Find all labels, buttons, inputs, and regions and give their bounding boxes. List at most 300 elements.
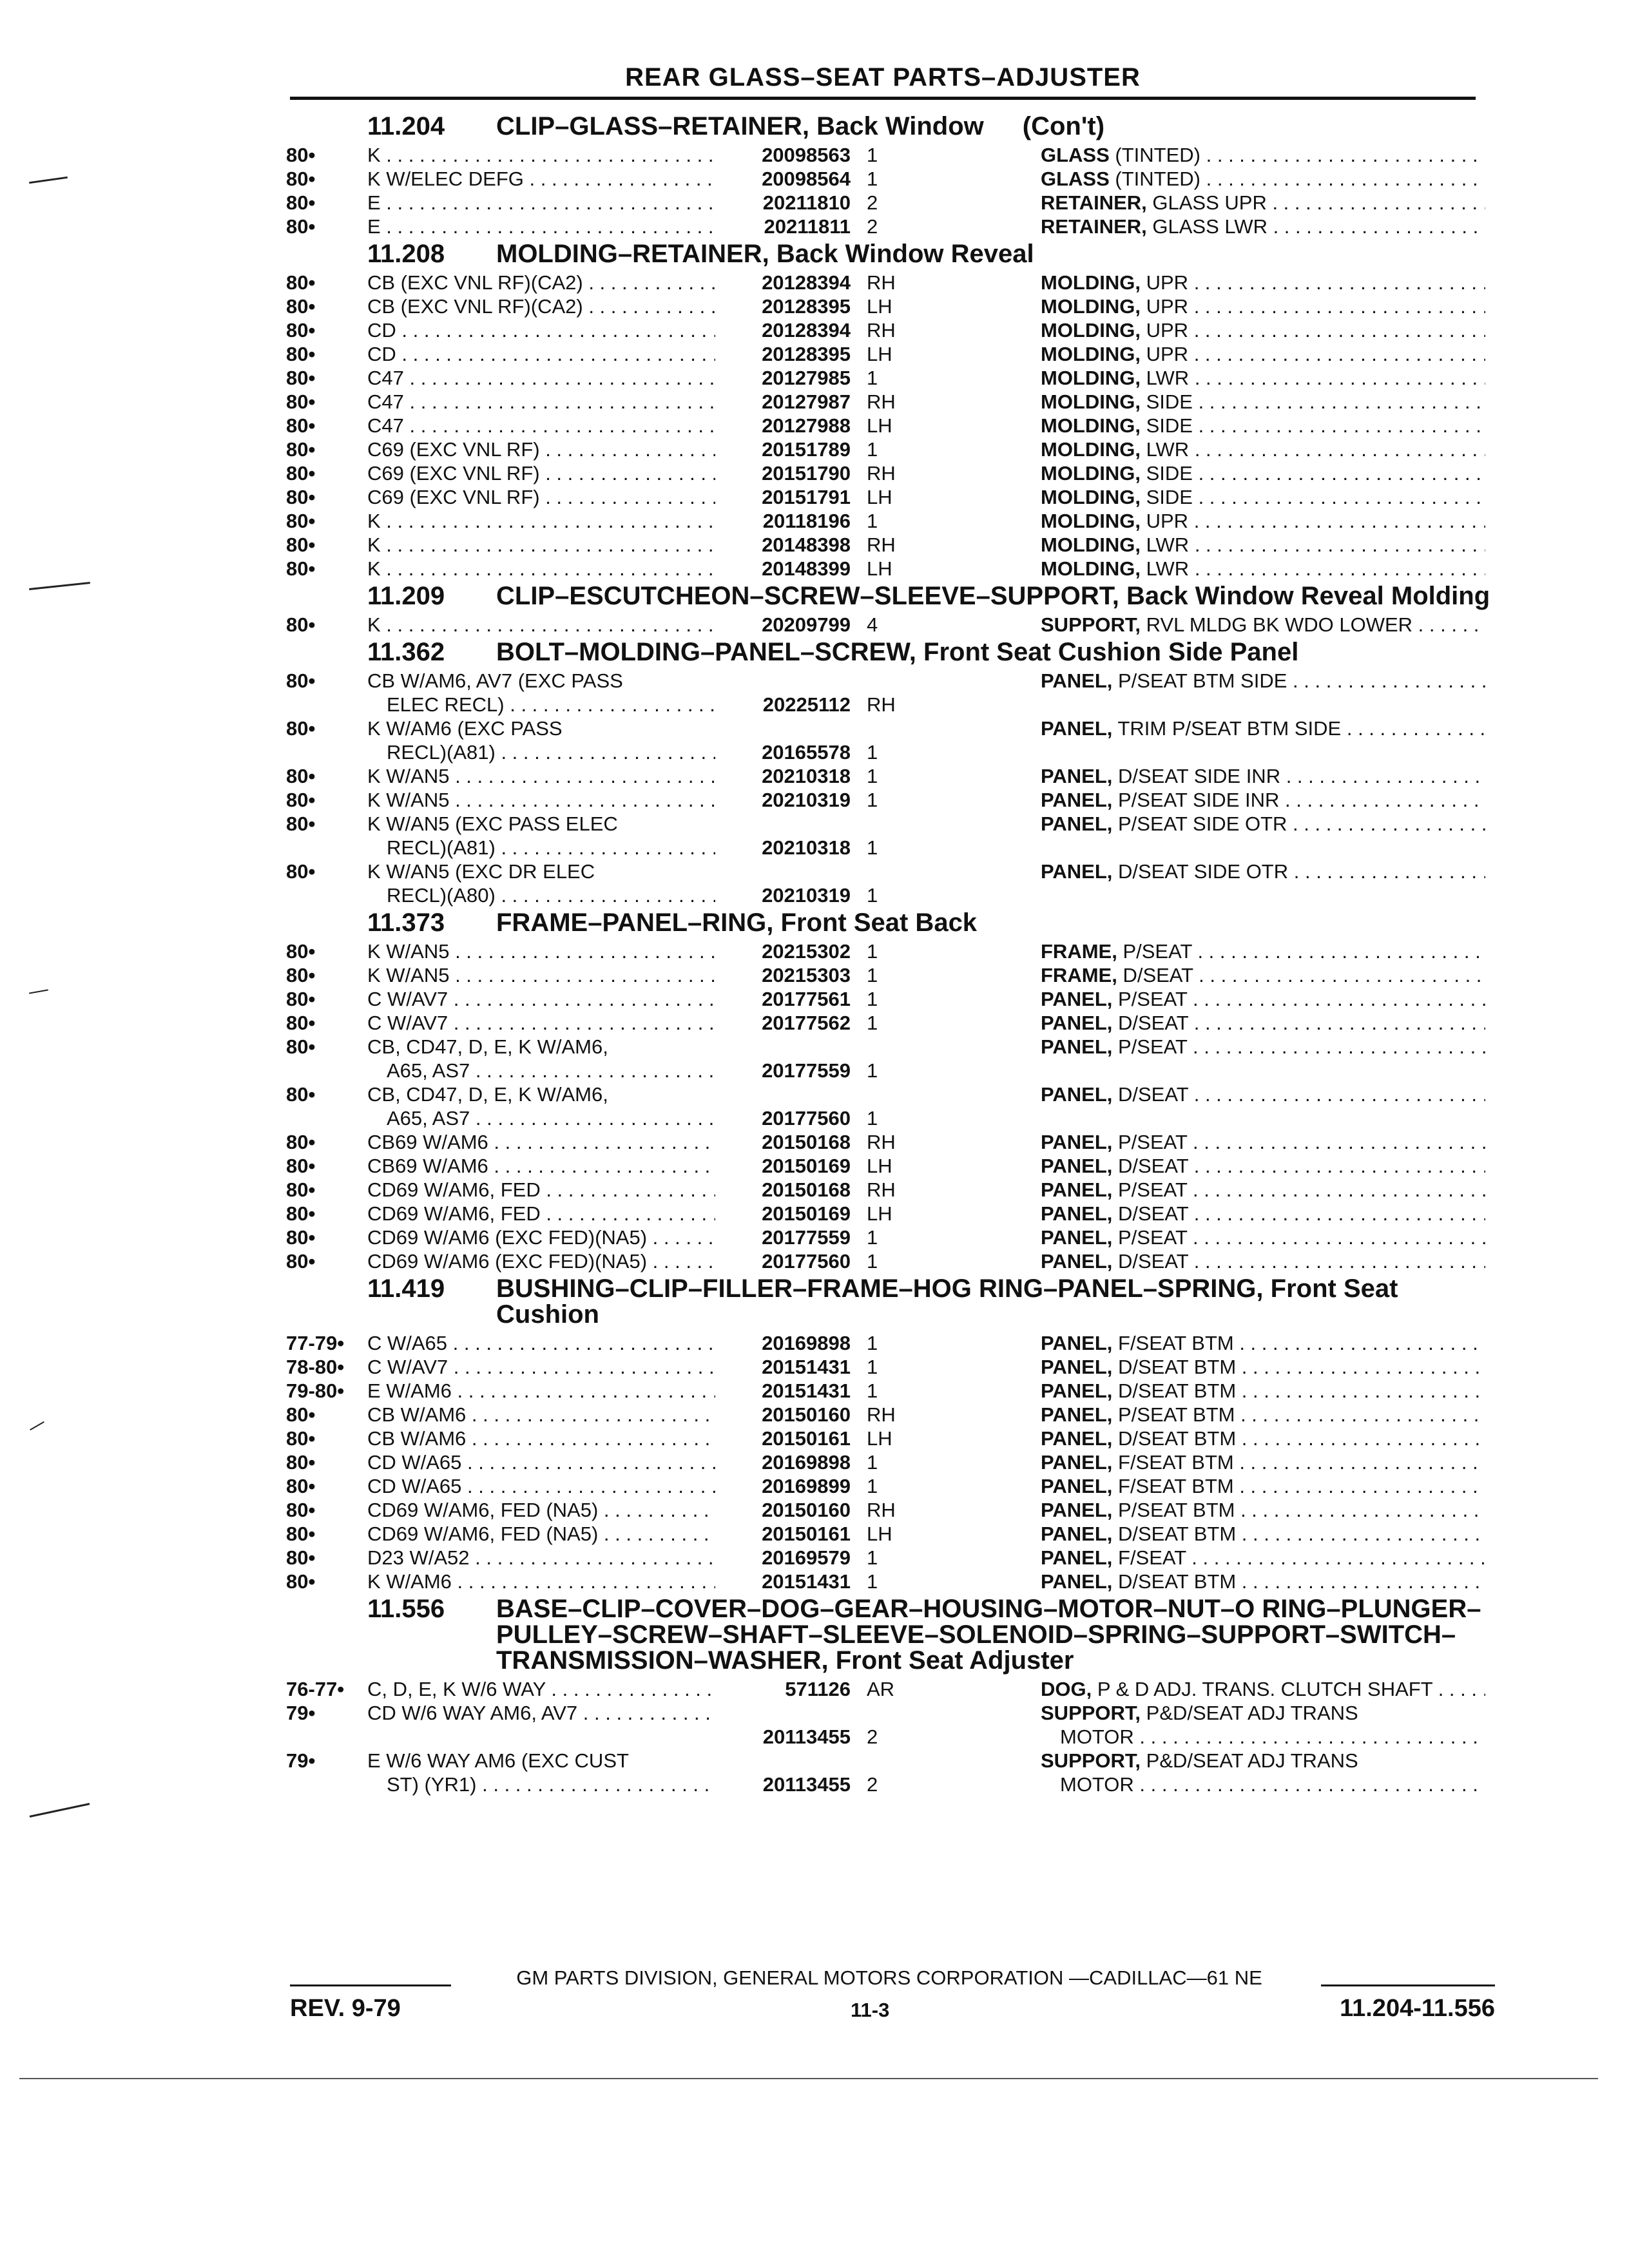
part-keyword: PANEL, — [1041, 717, 1113, 740]
part-number: 20118196 — [762, 510, 851, 532]
part-description-line — [1041, 812, 1485, 836]
table-row — [284, 1082, 1495, 1130]
part-number: 20150168 — [762, 1131, 851, 1153]
model-year: 80• — [286, 765, 316, 787]
model-usage — [367, 294, 715, 318]
part-keyword: MOLDING, — [1041, 557, 1141, 580]
part-description-text: MOLDING, UPR . . . — [1041, 343, 1485, 365]
part-description — [1041, 1355, 1485, 1379]
model-usage-line — [367, 1059, 715, 1082]
quantity: RH — [867, 1131, 896, 1153]
part-number: 20150169 — [762, 1202, 851, 1225]
model-usage-text: K W/AM6 . . . — [367, 1570, 715, 1593]
part-number: 20127987 — [762, 390, 851, 413]
part-description — [1041, 167, 1485, 191]
model-year: 80• — [286, 1202, 316, 1225]
table-row — [284, 669, 1495, 716]
part-description-text: GLASS (TINTED) . . . — [1041, 144, 1485, 166]
table-row — [284, 390, 1495, 414]
part-description — [1041, 1178, 1485, 1202]
quantity: LH — [867, 1202, 892, 1225]
model-year: 80• — [286, 1499, 316, 1521]
part-description-line — [1041, 509, 1485, 533]
quantity: 1 — [867, 1107, 878, 1129]
quantity: 1 — [867, 1356, 878, 1378]
part-number: 20215302 — [762, 940, 851, 963]
parts-section — [284, 1596, 1495, 1796]
model-year: 80• — [286, 319, 316, 341]
part-description — [1041, 509, 1485, 533]
part-number: 20151790 — [762, 462, 851, 485]
part-description — [1041, 939, 1485, 963]
model-year: 80• — [286, 1178, 316, 1201]
part-description-line — [1041, 1331, 1485, 1355]
part-description-line — [1041, 669, 1485, 693]
part-number: 20150161 — [762, 1427, 851, 1450]
model-usage-text: K W/AN5 . . . — [367, 964, 715, 986]
part-number: 20211810 — [762, 191, 851, 214]
model-year: 80• — [286, 462, 316, 485]
model-year: 80• — [286, 144, 316, 166]
part-keyword: FRAME, — [1041, 940, 1117, 963]
part-keyword: PANEL, — [1041, 860, 1113, 883]
part-keyword: GLASS — [1041, 144, 1110, 166]
part-description-line — [1041, 860, 1485, 883]
part-description-text: PANEL, D/SEAT . . . — [1041, 1250, 1485, 1273]
model-usage-text: K W/AN5 . . . — [367, 789, 715, 811]
section-title — [496, 241, 1495, 267]
table-row — [284, 1677, 1495, 1701]
part-description-line — [1041, 1773, 1485, 1796]
model-usage-line — [367, 342, 715, 366]
model-year: 80• — [286, 717, 316, 740]
model-year: 80• — [286, 1523, 316, 1545]
part-description-line — [1041, 1249, 1485, 1273]
part-description-text: PANEL, P/SEAT BTM SIDE . . . — [1041, 669, 1485, 692]
model-year: 80• — [286, 1131, 316, 1153]
part-description — [1041, 1701, 1485, 1749]
part-keyword: PANEL, — [1041, 669, 1113, 692]
part-description — [1041, 215, 1485, 238]
model-usage — [367, 1474, 715, 1498]
part-number: 20210319 — [762, 789, 851, 811]
table-row — [284, 860, 1495, 907]
part-keyword: PANEL, — [1041, 1012, 1113, 1034]
model-usage-line: K W/AN5 (EXC PASS ELEC — [367, 812, 618, 835]
part-keyword: PANEL, — [1041, 789, 1113, 811]
part-description-line — [1041, 939, 1485, 963]
part-description — [1041, 1154, 1485, 1178]
table-row — [284, 716, 1495, 764]
part-keyword: PANEL, — [1041, 1035, 1113, 1058]
parts-section — [284, 241, 1495, 581]
quantity: LH — [867, 343, 892, 365]
model-usage-line — [367, 390, 715, 414]
part-keyword: PANEL, — [1041, 1178, 1113, 1201]
part-number: 20148398 — [762, 533, 851, 556]
model-usage-line — [367, 294, 715, 318]
parts-rows — [284, 939, 1495, 1273]
part-description-text: PANEL, P/SEAT SIDE OTR . . . — [1041, 812, 1485, 835]
part-description-text: PANEL, D/SEAT . . . — [1041, 1155, 1485, 1177]
header-rule — [290, 97, 1476, 100]
part-number: 20150160 — [762, 1403, 851, 1426]
table-row — [284, 1522, 1495, 1546]
model-usage-line — [367, 1522, 715, 1546]
model-year: 80• — [286, 812, 316, 835]
model-usage — [367, 860, 715, 907]
model-usage-text: CD W/A65 . . . — [367, 1475, 715, 1497]
part-number: 20169579 — [762, 1546, 851, 1569]
part-description-line — [1041, 461, 1485, 485]
part-description-text: MOLDING, UPR . . . — [1041, 510, 1485, 532]
section-number: 11.208 — [367, 240, 445, 268]
part-description-text: MOLDING, UPR . . . — [1041, 295, 1485, 318]
model-year: 78-80• — [286, 1356, 345, 1378]
model-usage — [367, 1355, 715, 1379]
part-number: 20177559 — [762, 1226, 851, 1249]
part-description-line — [1041, 1225, 1485, 1249]
model-year: 80• — [286, 191, 316, 214]
model-year: 80• — [286, 367, 316, 389]
part-number: 20177561 — [762, 988, 851, 1010]
part-description-text: PANEL, D/SEAT . . . — [1041, 1202, 1485, 1225]
model-usage-line — [367, 1154, 715, 1178]
part-description-line — [1041, 191, 1485, 215]
part-number: 20169899 — [762, 1475, 851, 1497]
part-description — [1041, 987, 1485, 1011]
model-usage-line: K W/AM6 (EXC PASS — [367, 717, 563, 740]
margin-mark — [29, 582, 90, 590]
model-year: 80• — [286, 1226, 316, 1249]
model-usage-text: CD W/6 WAY AM6, AV7 . . . — [367, 1702, 715, 1724]
part-description-line — [1041, 167, 1485, 191]
part-description-line — [1041, 1035, 1485, 1059]
section-number: 11.209 — [367, 582, 445, 610]
quantity: 1 — [867, 510, 878, 532]
table-row — [284, 437, 1495, 461]
part-description-line — [1041, 613, 1485, 637]
section-number: 11.204 — [367, 112, 445, 140]
model-usage-line: CB W/AM6, AV7 (EXC PASS — [367, 669, 623, 692]
model-usage-line — [367, 533, 715, 557]
part-description-text: PANEL, F/SEAT . . . — [1041, 1546, 1485, 1569]
model-year: 80• — [286, 390, 316, 413]
part-keyword: MOLDING, — [1041, 367, 1141, 389]
part-description-line — [1041, 342, 1485, 366]
part-keyword: DOG, — [1041, 1678, 1092, 1700]
model-usage — [367, 390, 715, 414]
model-usage-text: CD . . . — [367, 319, 715, 341]
table-row — [284, 1546, 1495, 1570]
part-description — [1041, 860, 1485, 883]
part-description-text: PANEL, D/SEAT BTM . . . — [1041, 1570, 1485, 1593]
part-keyword: PANEL, — [1041, 1451, 1113, 1474]
model-year: 80• — [286, 613, 316, 636]
section-title — [496, 1596, 1495, 1673]
model-usage-line — [367, 740, 715, 764]
part-description — [1041, 437, 1485, 461]
part-description-line — [1041, 1749, 1485, 1773]
model-usage — [367, 1570, 715, 1593]
table-row — [284, 1249, 1495, 1273]
part-keyword: PANEL, — [1041, 1546, 1113, 1569]
part-keyword: PANEL, — [1041, 1523, 1113, 1545]
model-usage-line — [367, 1011, 715, 1035]
table-row — [284, 1011, 1495, 1035]
model-year: 77-79• — [286, 1332, 345, 1354]
page-footer — [284, 1959, 1495, 2030]
model-usage-line — [367, 1249, 715, 1273]
table-row — [284, 294, 1495, 318]
part-description — [1041, 414, 1485, 437]
part-keyword: PANEL, — [1041, 1475, 1113, 1497]
model-usage — [367, 1498, 715, 1522]
part-keyword: FRAME, — [1041, 964, 1117, 986]
quantity: 1 — [867, 940, 878, 963]
part-number: 20211811 — [764, 215, 851, 238]
part-description-text: MOTOR . . . — [1060, 1725, 1485, 1748]
model-usage-line — [367, 1570, 715, 1593]
part-description-line — [1041, 1570, 1485, 1593]
part-description-line — [1041, 366, 1485, 390]
model-usage-text: CB69 W/AM6 . . . — [367, 1155, 715, 1177]
model-year: 80• — [286, 988, 316, 1010]
part-description-line — [1041, 1522, 1485, 1546]
model-usage-text: CB W/AM6 . . . — [367, 1427, 715, 1450]
model-usage — [367, 716, 715, 764]
part-description-line — [1041, 271, 1485, 294]
model-usage-line — [367, 167, 715, 191]
parts-section — [284, 583, 1495, 637]
part-keyword: SUPPORT, — [1041, 1702, 1141, 1724]
section-title — [496, 113, 1495, 139]
part-description-text: PANEL, P/SEAT . . . — [1041, 1226, 1485, 1249]
table-row — [284, 788, 1495, 812]
model-usage-line — [367, 1773, 715, 1796]
model-usage-text: K W/ELEC DEFG . . . — [367, 168, 715, 190]
part-keyword: MOLDING, — [1041, 343, 1141, 365]
part-number: 20128394 — [762, 271, 851, 294]
quantity: 1 — [867, 367, 878, 389]
model-usage-line — [367, 1403, 715, 1427]
part-description — [1041, 390, 1485, 414]
part-description-text: PANEL, P/SEAT SIDE INR . . . — [1041, 789, 1485, 811]
part-keyword: MOLDING, — [1041, 271, 1141, 294]
margin-mark — [30, 1803, 90, 1818]
footer-section-range: 11.204-11.556 — [1340, 1995, 1495, 2022]
model-usage — [367, 318, 715, 342]
section-heading — [284, 910, 1495, 936]
part-keyword: PANEL, — [1041, 812, 1113, 835]
part-number: 20225112 — [762, 693, 851, 716]
model-year: 80• — [286, 789, 316, 811]
part-description — [1041, 716, 1485, 740]
quantity: LH — [867, 1523, 892, 1545]
part-description-line — [1041, 1082, 1485, 1106]
table-row — [284, 1331, 1495, 1355]
margin-mark — [29, 177, 68, 184]
model-usage — [367, 533, 715, 557]
part-description-text: RETAINER, GLASS LWR . . . — [1041, 215, 1485, 238]
model-usage — [367, 414, 715, 437]
part-keyword: PANEL, — [1041, 1379, 1113, 1402]
model-year: 80• — [286, 1570, 316, 1593]
quantity: 2 — [867, 215, 878, 238]
parts-rows — [284, 669, 1495, 907]
part-number: 20098564 — [762, 168, 851, 190]
part-description-line — [1041, 764, 1485, 788]
model-usage-line — [367, 143, 715, 167]
model-usage-text: A65, AS7 . . . — [387, 1059, 715, 1082]
model-usage-text: K . . . — [367, 510, 715, 532]
model-usage — [367, 1701, 715, 1725]
table-row — [284, 1701, 1495, 1749]
part-description — [1041, 1677, 1485, 1701]
quantity: 2 — [867, 1725, 878, 1748]
part-number: 20150168 — [762, 1178, 851, 1201]
part-keyword: PANEL, — [1041, 1226, 1113, 1249]
part-description-text: PANEL, P/SEAT BTM . . . — [1041, 1403, 1485, 1426]
table-row — [284, 485, 1495, 509]
model-usage-text: CD69 W/AM6, FED . . . — [367, 1202, 715, 1225]
model-usage-line — [367, 557, 715, 581]
table-row — [284, 557, 1495, 581]
part-description-line — [1041, 1427, 1485, 1450]
quantity: RH — [867, 271, 896, 294]
quantity: 1 — [867, 1059, 878, 1082]
model-usage-text: E W/AM6 . . . — [367, 1379, 715, 1402]
quantity: LH — [867, 1427, 892, 1450]
model-usage-line — [367, 1106, 715, 1130]
model-usage — [367, 1035, 715, 1082]
part-description-text: PANEL, P/SEAT . . . — [1041, 1178, 1485, 1201]
part-description — [1041, 963, 1485, 987]
parts-section — [284, 910, 1495, 1273]
model-usage-line — [367, 509, 715, 533]
model-usage-line — [367, 271, 715, 294]
model-year: 79• — [286, 1702, 316, 1724]
parts-rows — [284, 613, 1495, 637]
model-usage — [367, 1522, 715, 1546]
model-year: 80• — [286, 1475, 316, 1497]
model-usage-line: CB, CD47, D, E, K W/AM6, — [367, 1035, 608, 1058]
model-usage-line — [367, 613, 715, 637]
part-keyword: MOLDING, — [1041, 438, 1141, 461]
part-keyword: MOLDING, — [1041, 319, 1141, 341]
part-description-text: MOLDING, SIDE . . . — [1041, 390, 1485, 413]
part-keyword: MOLDING, — [1041, 295, 1141, 318]
section-continued: (Con't) — [1022, 112, 1105, 140]
model-usage-line — [367, 1355, 715, 1379]
quantity: LH — [867, 557, 892, 580]
section-heading — [284, 639, 1495, 665]
part-number: 20151791 — [762, 486, 851, 508]
quantity: 4 — [867, 613, 878, 636]
section-title-text: MOLDING–RETAINER, Back Window Reveal — [496, 240, 1034, 268]
part-description-line — [1041, 294, 1485, 318]
part-description-text: PANEL, D/SEAT BTM . . . — [1041, 1356, 1485, 1378]
model-usage — [367, 1249, 715, 1273]
part-number: 20151431 — [762, 1570, 851, 1593]
part-description-text: RETAINER, GLASS UPR . . . — [1041, 191, 1485, 214]
part-description-line — [1041, 437, 1485, 461]
part-description — [1041, 1498, 1485, 1522]
model-usage — [367, 788, 715, 812]
model-usage-text: K . . . — [367, 533, 715, 556]
model-usage-text: K . . . — [367, 144, 715, 166]
part-number: 20151431 — [762, 1356, 851, 1378]
part-description-line — [1041, 716, 1485, 740]
model-usage — [367, 215, 715, 238]
part-keyword: PANEL, — [1041, 1202, 1113, 1225]
part-description — [1041, 1379, 1485, 1403]
model-usage-line — [367, 1202, 715, 1225]
part-description-text: MOLDING, SIDE . . . — [1041, 486, 1485, 508]
quantity: 1 — [867, 789, 878, 811]
part-description — [1041, 533, 1485, 557]
table-row — [284, 764, 1495, 788]
part-keyword: RETAINER, — [1041, 215, 1147, 238]
part-description — [1041, 1331, 1485, 1355]
model-usage-line — [367, 836, 715, 860]
table-row — [284, 1570, 1495, 1593]
part-number: 20151431 — [762, 1379, 851, 1402]
model-usage — [367, 963, 715, 987]
table-row — [284, 1450, 1495, 1474]
parts-rows — [284, 271, 1495, 581]
part-number: 20127985 — [762, 367, 851, 389]
model-usage — [367, 1011, 715, 1035]
part-description-line — [1041, 143, 1485, 167]
table-row — [284, 939, 1495, 963]
model-usage — [367, 191, 715, 215]
model-usage-text: CB W/AM6 . . . — [367, 1403, 715, 1426]
part-description-text: PANEL, D/SEAT . . . — [1041, 1083, 1485, 1106]
part-description — [1041, 613, 1485, 637]
section-heading — [284, 1276, 1495, 1327]
table-row — [284, 461, 1495, 485]
part-keyword: MOLDING, — [1041, 414, 1141, 437]
part-description-line — [1041, 390, 1485, 414]
section-heading — [284, 583, 1495, 609]
part-keyword: PANEL, — [1041, 1570, 1113, 1593]
part-keyword: PANEL, — [1041, 765, 1113, 787]
model-usage — [367, 509, 715, 533]
part-number: 20098563 — [762, 144, 851, 166]
part-description-line — [1041, 1154, 1485, 1178]
quantity: RH — [867, 1178, 896, 1201]
model-year: 80• — [286, 295, 316, 318]
section-title — [496, 583, 1495, 609]
parts-section — [284, 1276, 1495, 1593]
part-number: 20209799 — [762, 613, 851, 636]
model-usage-text: K W/AN5 . . . — [367, 940, 715, 963]
table-row — [284, 1154, 1495, 1178]
model-usage-line — [367, 1427, 715, 1450]
model-usage-text: C W/AV7 . . . — [367, 988, 715, 1010]
part-description — [1041, 1082, 1485, 1106]
model-usage-line — [367, 1701, 715, 1725]
model-usage-text: C W/AV7 . . . — [367, 1012, 715, 1034]
part-description-line — [1041, 1011, 1485, 1035]
model-usage-text: K . . . — [367, 613, 715, 636]
table-row — [284, 613, 1495, 637]
part-description — [1041, 342, 1485, 366]
part-keyword: RETAINER, — [1041, 191, 1147, 214]
part-description-line — [1041, 1725, 1485, 1749]
table-row — [284, 1178, 1495, 1202]
